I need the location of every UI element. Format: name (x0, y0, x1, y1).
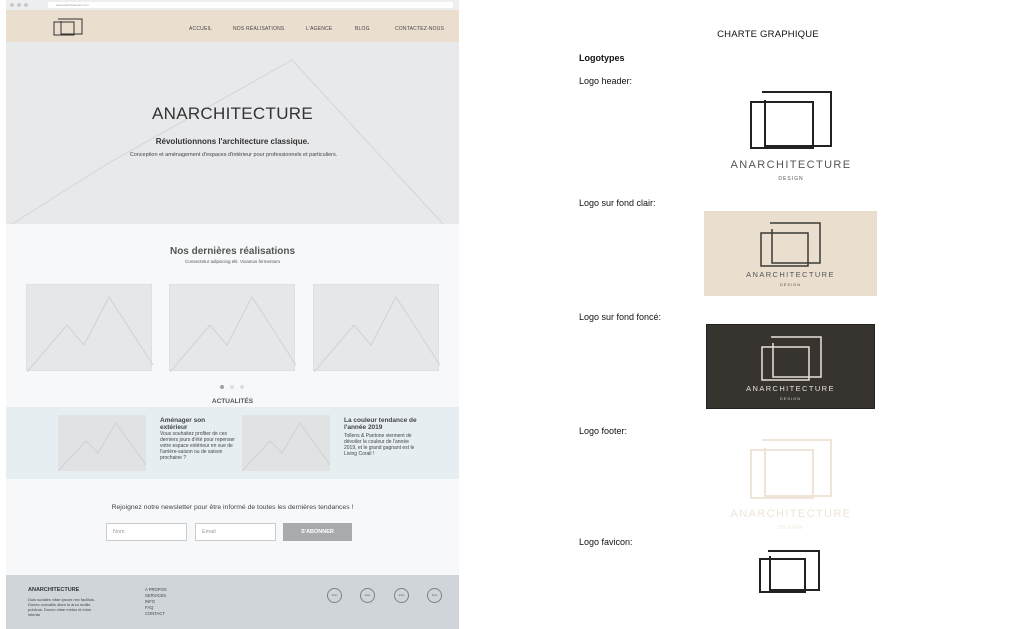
logo-header-panel (720, 88, 862, 186)
realisations-title: Nos dernières réalisations (169, 246, 296, 257)
logo-favicon-label: Logo favicon: (579, 537, 633, 547)
news-section (6, 407, 459, 479)
favicon-logo-icon (756, 548, 822, 594)
logo-wordmark: ANARCHITECTURE (746, 270, 835, 279)
carousel-dot-active[interactable] (220, 385, 224, 389)
hero-placeholder-image (6, 42, 459, 224)
window-minimize-dot[interactable] (17, 3, 21, 7)
news-excerpt: Vous souhaitez profiter de ces derniers jours d'été pour repenser votre espace extérieur en vue de l'arrière-saison ou de saison prochaine ? (160, 431, 235, 461)
gallery-item[interactable] (26, 284, 152, 371)
nav-blog[interactable]: BLOG (355, 26, 370, 32)
footer-link-info[interactable]: INFO (145, 599, 156, 604)
newsletter-email-input[interactable]: Email (195, 523, 276, 541)
logo-tagline: DESIGN (778, 176, 804, 182)
nav-accueil[interactable]: ACCUEIL (189, 26, 213, 32)
window-maximize-dot[interactable] (24, 3, 28, 7)
logo-fonce-panel (706, 324, 875, 409)
nav-contact[interactable]: CONTACTEZ-NOUS (395, 26, 445, 32)
nav-agence[interactable]: L'AGENCE (306, 26, 333, 32)
social-icon[interactable]: icon (360, 588, 375, 603)
header-logo-icon[interactable] (52, 16, 84, 36)
logo-tagline: DESIGN (778, 525, 804, 531)
subscribe-button[interactable]: S'ABONNER (283, 523, 352, 541)
footer-brand: ANARCHITECTURE (28, 587, 80, 593)
charte-title: CHARTE GRAPHIQUE (717, 29, 819, 40)
social-icon[interactable]: icon (394, 588, 409, 603)
logo-wordmark: ANARCHITECTURE (746, 384, 835, 393)
logo-wordmark: ANARCHITECTURE (730, 159, 852, 171)
newsletter-text: Rejoignez notre newsletter pour être informé de toutes les dernières tendances ! (111, 504, 354, 511)
social-icon[interactable]: icon (427, 588, 442, 603)
logo-tagline: DESIGN (779, 282, 802, 287)
footer-description: Duis sodales vitae ipsum nec facilisis. Donec convallis diam in arcu mollis pulvinar. Donec vitae metus id enim interdu (28, 597, 95, 617)
hero-subtitle: Révolutionnons l'architecture classique. (155, 137, 310, 146)
newsletter-name-input[interactable]: Nom (106, 523, 187, 541)
hero-banner (6, 42, 459, 224)
logo-tagline: DESIGN (779, 396, 802, 401)
logo-wordmark: ANARCHITECTURE (730, 508, 852, 520)
news-thumbnail[interactable] (242, 415, 330, 471)
footer-link-contact[interactable]: CONTACT (145, 611, 165, 616)
logo-fonce-label: Logo sur fond foncé: (579, 312, 662, 322)
carousel-dot[interactable] (230, 385, 234, 389)
logo-mark-icon (720, 88, 862, 186)
logotypes-heading: Logotypes (579, 53, 625, 63)
logo-clair-panel (704, 211, 877, 296)
realisations-subtitle: Consectetur adipiscing elit. Vivamus fermentum (185, 259, 280, 264)
news-title[interactable]: La couleur tendance de l'année 2019 (344, 417, 417, 431)
logo-footer-panel (720, 436, 862, 534)
news-title[interactable]: Aménager son extérieur (160, 417, 206, 431)
footer-link-apropos[interactable]: A PROPOS (145, 587, 167, 592)
logo-clair-label: Logo sur fond clair: (579, 198, 656, 208)
browser-bar (6, 0, 459, 10)
logo-header-label: Logo header: (579, 76, 633, 86)
gallery-item[interactable] (313, 284, 439, 371)
site-footer (6, 575, 459, 629)
hero-title: ANARCHITECTURE (152, 104, 313, 123)
website-mockup (6, 0, 459, 629)
social-icon[interactable]: icon (327, 588, 342, 603)
carousel-dot[interactable] (240, 385, 244, 389)
news-thumbnail[interactable] (58, 415, 146, 471)
hero-description: Conception et aménagement d'espaces d'intérieur pour professionnels et particuliers. (129, 152, 338, 158)
window-close-dot[interactable] (10, 3, 14, 7)
actualites-title: ACTUALITÉS (211, 398, 254, 405)
logo-footer-label: Logo footer: (579, 426, 628, 436)
news-excerpt: Tollens & Pantone viennent de dévoiler la couleur de l'année 2019, et le grand gagnant est le Living Corail ! (344, 433, 415, 457)
nav-realisations[interactable]: NOS RÉALISATIONS (233, 26, 285, 32)
footer-link-faq[interactable]: FAQ (145, 605, 154, 610)
site-header (6, 10, 459, 42)
footer-link-services[interactable]: SERVICES (145, 593, 167, 598)
gallery-item[interactable] (169, 284, 295, 371)
address-bar[interactable]: www.anarchitecture.com (48, 2, 453, 8)
